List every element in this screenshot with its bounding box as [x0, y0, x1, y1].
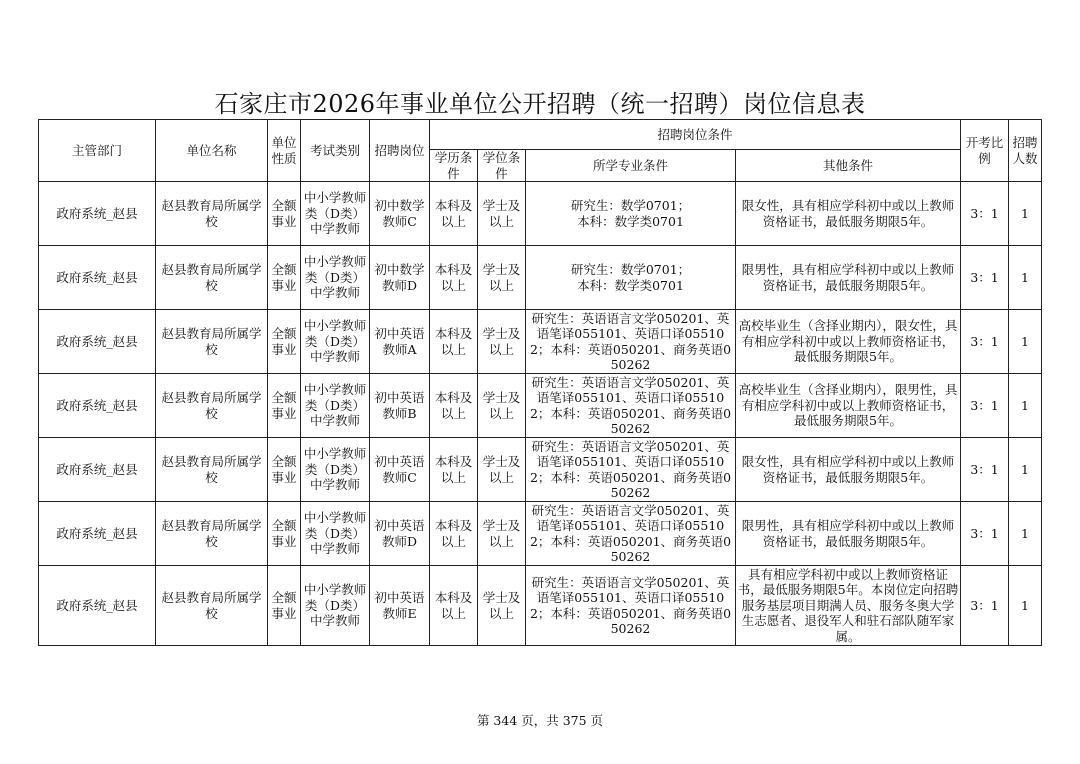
cell-unit: 赵县教育局所属学校 [156, 374, 268, 438]
header-other: 其他条件 [736, 150, 961, 182]
cell-exam-type: 中小学教师类（D类）中学教师 [301, 182, 370, 246]
cell-ratio: 3：1 [961, 438, 1009, 502]
header-major: 所学专业条件 [526, 150, 736, 182]
cell-exam-type: 中小学教师类（D类）中学教师 [301, 246, 370, 310]
cell-post: 初中英语教师B [370, 374, 430, 438]
cell-degree: 学士及以上 [478, 438, 526, 502]
cell-degree: 学士及以上 [478, 246, 526, 310]
cell-exam-type: 中小学教师类（D类）中学教师 [301, 310, 370, 374]
table-row [39, 182, 1042, 246]
header-unit: 单位名称 [156, 120, 268, 182]
cell-major: 研究生：英语语言文学050201、英语笔译055101、英语口译055102；本科：英语050201、商务英语050262 [526, 310, 736, 374]
cell-edu: 本科及以上 [430, 310, 478, 374]
cell-dept: 政府系统_赵县 [39, 502, 156, 566]
cell-ratio: 3：1 [961, 502, 1009, 566]
cell-unit: 赵县教育局所属学校 [156, 246, 268, 310]
cell-dept: 政府系统_赵县 [39, 374, 156, 438]
cell-unit-type: 全额事业 [268, 438, 301, 502]
cell-post: 初中数学教师C [370, 182, 430, 246]
header-ratio: 开考比例 [961, 120, 1009, 182]
header-edu: 学历条件 [430, 150, 478, 182]
header-count: 招聘人数 [1009, 120, 1042, 182]
table-row [39, 246, 1042, 310]
cell-dept: 政府系统_赵县 [39, 246, 156, 310]
cell-other: 高校毕业生（含择业期内），限男性，具有相应学科初中或以上教师资格证书，最低服务期限5年。 [736, 374, 961, 438]
cell-exam-type: 中小学教师类（D类）中学教师 [301, 566, 370, 646]
cell-major: 研究生：英语语言文学050201、英语笔译055101、英语口译055102；本科：英语050201、商务英语050262 [526, 566, 736, 646]
cell-edu: 本科及以上 [430, 566, 478, 646]
cell-degree: 学士及以上 [478, 374, 526, 438]
cell-exam-type: 中小学教师类（D类）中学教师 [301, 438, 370, 502]
table-row [39, 438, 1042, 502]
header-exam-type: 考试类别 [301, 120, 370, 182]
header-degree: 学位条件 [478, 150, 526, 182]
cell-edu: 本科及以上 [430, 438, 478, 502]
cell-ratio: 3：1 [961, 182, 1009, 246]
cell-major: 研究生：数学0701； 本科：数学类0701 [526, 182, 736, 246]
cell-post: 初中英语教师E [370, 566, 430, 646]
cell-edu: 本科及以上 [430, 502, 478, 566]
cell-other: 高校毕业生（含择业期内），限女性，具有相应学科初中或以上教师资格证书，最低服务期限5年。 [736, 310, 961, 374]
cell-other: 限女性，具有相应学科初中或以上教师资格证书，最低服务期限5年。 [736, 438, 961, 502]
cell-unit-type: 全额事业 [268, 246, 301, 310]
table-row [39, 310, 1042, 374]
cell-other: 限男性，具有相应学科初中或以上教师资格证书，最低服务期限5年。 [736, 502, 961, 566]
cell-post: 初中英语教师C [370, 438, 430, 502]
table-row [39, 566, 1042, 646]
cell-major: 研究生：数学0701； 本科：数学类0701 [526, 246, 736, 310]
cell-count: 1 [1009, 310, 1042, 374]
cell-major: 研究生：英语语言文学050201、英语笔译055101、英语口译055102；本科：英语050201、商务英语050262 [526, 502, 736, 566]
cell-count: 1 [1009, 374, 1042, 438]
cell-dept: 政府系统_赵县 [39, 438, 156, 502]
header-post: 招聘岗位 [370, 120, 430, 182]
cell-edu: 本科及以上 [430, 246, 478, 310]
cell-count: 1 [1009, 502, 1042, 566]
header-unit-type: 单位性质 [268, 120, 301, 182]
cell-unit: 赵县教育局所属学校 [156, 502, 268, 566]
cell-count: 1 [1009, 566, 1042, 646]
table-row [39, 502, 1042, 566]
cell-unit-type: 全额事业 [268, 502, 301, 566]
cell-exam-type: 中小学教师类（D类）中学教师 [301, 502, 370, 566]
cell-other: 具有相应学科初中或以上教师资格证书，最低服务期限5年。本岗位定向招聘服务基层项目期满人员、服务冬奥大学生志愿者、退役军人和驻石部队随军家属。 [736, 566, 961, 646]
recruitment-table [38, 119, 1042, 646]
table-row [39, 374, 1042, 438]
cell-dept: 政府系统_赵县 [39, 566, 156, 646]
cell-ratio: 3：1 [961, 374, 1009, 438]
cell-post: 初中英语教师D [370, 502, 430, 566]
cell-post: 初中数学教师D [370, 246, 430, 310]
cell-ratio: 3：1 [961, 310, 1009, 374]
cell-edu: 本科及以上 [430, 374, 478, 438]
cell-dept: 政府系统_赵县 [39, 182, 156, 246]
cell-degree: 学士及以上 [478, 310, 526, 374]
cell-unit: 赵县教育局所属学校 [156, 182, 268, 246]
cell-count: 1 [1009, 438, 1042, 502]
cell-other: 限女性，具有相应学科初中或以上教师资格证书，最低服务期限5年。 [736, 182, 961, 246]
page-footer: 第 344 页，共 375 页 [476, 713, 604, 728]
cell-unit: 赵县教育局所属学校 [156, 310, 268, 374]
cell-unit: 赵县教育局所属学校 [156, 438, 268, 502]
cell-dept: 政府系统_赵县 [39, 310, 156, 374]
cell-unit-type: 全额事业 [268, 374, 301, 438]
cell-post: 初中英语教师A [370, 310, 430, 374]
cell-unit-type: 全额事业 [268, 566, 301, 646]
cell-unit-type: 全额事业 [268, 310, 301, 374]
cell-major: 研究生：英语语言文学050201、英语笔译055101、英语口译055102；本科：英语050201、商务英语050262 [526, 438, 736, 502]
cell-count: 1 [1009, 182, 1042, 246]
cell-degree: 学士及以上 [478, 182, 526, 246]
cell-exam-type: 中小学教师类（D类）中学教师 [301, 374, 370, 438]
header-dept: 主管部门 [39, 120, 156, 182]
cell-other: 限男性，具有相应学科初中或以上教师资格证书，最低服务期限5年。 [736, 246, 961, 310]
header-conditions: 招聘岗位条件 [430, 120, 961, 150]
cell-count: 1 [1009, 246, 1042, 310]
cell-ratio: 3：1 [961, 246, 1009, 310]
cell-major: 研究生：英语语言文学050201、英语笔译055101、英语口译055102；本科：英语050201、商务英语050262 [526, 374, 736, 438]
cell-unit-type: 全额事业 [268, 182, 301, 246]
page-title: 石家庄市2026年事业单位公开招聘（统一招聘）岗位信息表 [214, 90, 866, 118]
cell-edu: 本科及以上 [430, 182, 478, 246]
cell-degree: 学士及以上 [478, 502, 526, 566]
cell-degree: 学士及以上 [478, 566, 526, 646]
cell-ratio: 3：1 [961, 566, 1009, 646]
cell-unit: 赵县教育局所属学校 [156, 566, 268, 646]
